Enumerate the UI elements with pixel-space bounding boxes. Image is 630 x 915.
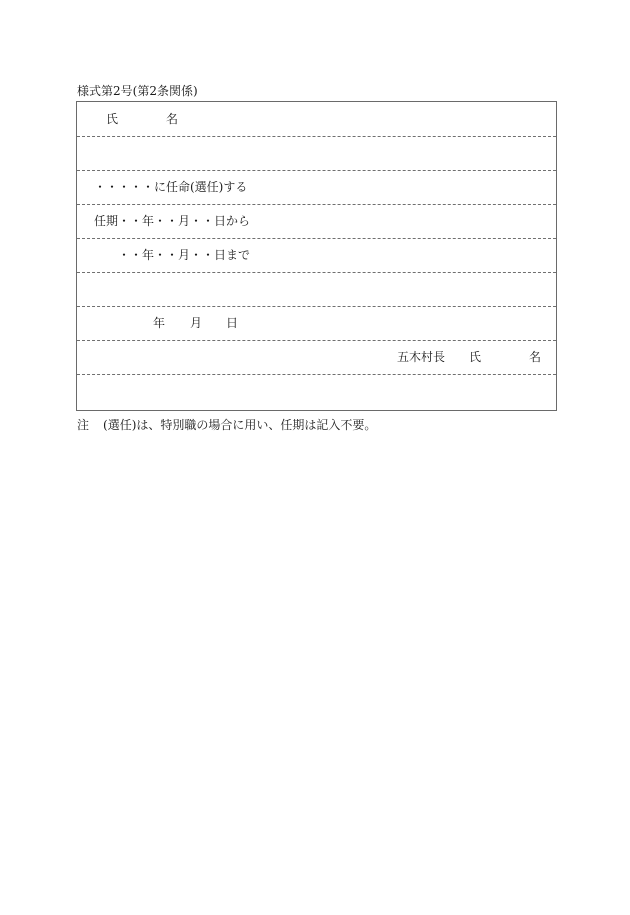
term-from-row bbox=[77, 204, 556, 239]
date-row bbox=[77, 306, 556, 341]
footnote-text: (選任)は、特別職の場合に用い、任期は記入不要。 bbox=[103, 418, 377, 432]
name-label-family: 氏 bbox=[106, 112, 119, 126]
blank-row bbox=[77, 374, 556, 408]
footnote bbox=[77, 417, 376, 433]
date-year-label: 年 bbox=[153, 316, 166, 330]
blank-row bbox=[77, 136, 556, 171]
issuer-row bbox=[77, 340, 556, 375]
appointment-form bbox=[76, 101, 557, 411]
appointment-text: ・・・・・に任命(選任)する bbox=[94, 180, 248, 194]
term-until-row bbox=[77, 238, 556, 273]
term-from-text: 任期・・年・・月・・日から bbox=[94, 214, 251, 228]
form-title: 様式第2号(第2条関係) bbox=[77, 84, 198, 98]
name-row bbox=[77, 102, 556, 137]
issuer-name-label-given: 名 bbox=[529, 350, 542, 364]
issuer-name-label-family: 氏 bbox=[469, 350, 482, 364]
blank-row bbox=[77, 272, 556, 307]
term-until-text: ・・年・・月・・日まで bbox=[118, 248, 251, 262]
name-label-given: 名 bbox=[166, 112, 179, 126]
date-month-label: 月 bbox=[190, 316, 203, 330]
appointment-row bbox=[77, 170, 556, 205]
issuer-title: 五木村長 bbox=[397, 350, 446, 364]
date-day-label: 日 bbox=[226, 316, 239, 330]
footnote-label: 注 bbox=[77, 418, 90, 432]
